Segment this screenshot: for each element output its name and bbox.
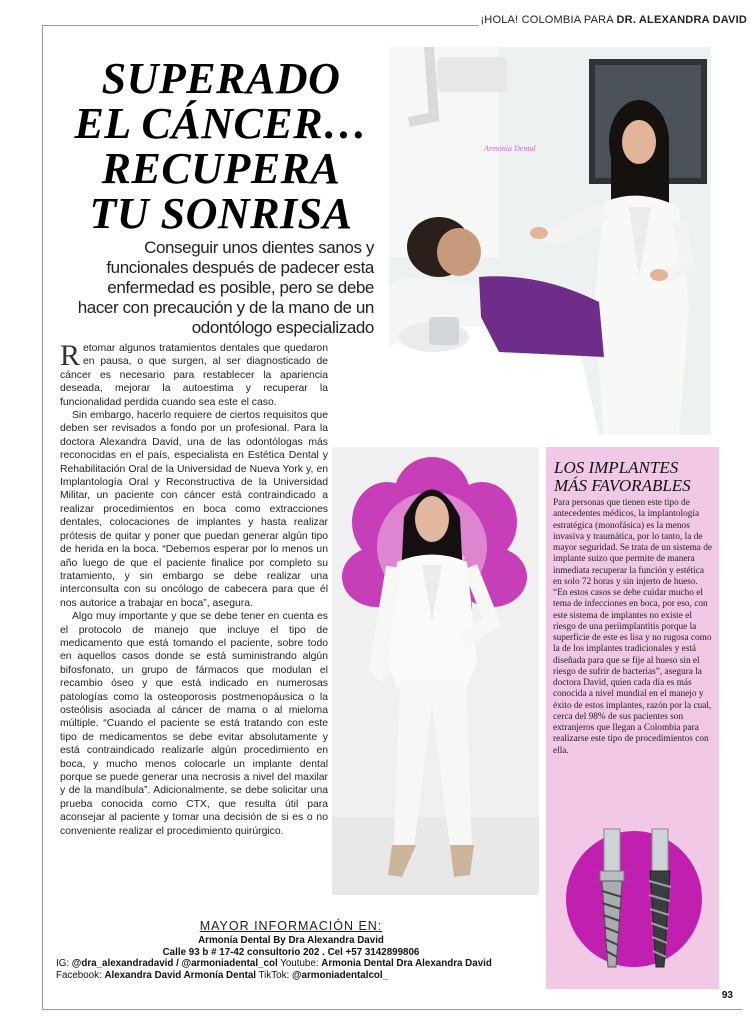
sidebar-title-line: MÁS FAVORABLES — [554, 476, 691, 495]
clinic-address: Calle 93 b # 17-42 consultorio 202 . Cel +57 3142899806 — [162, 946, 420, 958]
instagram-handles[interactable]: @dra_alexandradavid / @armoniadental_col — [71, 958, 278, 970]
social-line — [56, 958, 526, 970]
header-name: DR. ALEXANDRA DAVID — [616, 14, 747, 26]
clinic-name: Armonía Dental By Dra Alexandra David — [198, 934, 384, 946]
facebook-page[interactable]: Alexandra David Armonía Dental — [104, 970, 256, 982]
page-header — [480, 14, 747, 26]
article-title — [56, 56, 386, 236]
sidebar-text: Para personas que tienen este tipo de antecedentes médicos, la implantología estratégica (monofásica) es la menos invasiva y traumática, por lo tanto, la de mayor seguridad. Se trata de un sistema de implante suizo que permite de manera inmediata recuperar la función y estética en solo 72 horas y sin injerto de hueso. “En estos casos se debe cuidar mucho el tema de infecciones en boca, por eso, con este sistema de implantes no existe el riesgo de una periimplantitis porque la superficie de este es lisa y no rugosa como la de los implantes tradicionales y está diseñada para que se fije al hueso sin el riesgo de sufrir de bacterias”, asegura la doctora David, quien cada día es más conocida a nivel mundial en el manejo y éxito de estos implantes, razón por la cual, cerca del 98% de sus pacientes son extranjeros que llegan a Colombia para realizarse este tipo de procedimientos con ella. — [553, 498, 713, 756]
more-info-heading: MAYOR INFORMACIÓN EN: — [199, 919, 383, 933]
title-line: EL CÁNCER… — [74, 99, 368, 148]
social-line — [56, 970, 526, 982]
title-line: SUPERADO — [101, 54, 341, 103]
tiktok-label: TikTok: — [256, 970, 292, 982]
title-line: RECUPERA — [101, 144, 341, 193]
body-paragraph — [60, 339, 328, 409]
body-paragraph: Sin embargo, hacerlo requiere de ciertos requisitos que deben ser revisados a fondo por un profesional. Para la doctora Alexandra David, una de las odontólogas más reconocidas en el país, especialista en Estética Dental y Rehabilitación Oral de la Universidad de Nueva York y, en Implantología Oral y Reconstructiva de la Universidad Militar, un paciente con cáncer está contraindicado a realizar procedimientos en boca como extracciones dentales, colocaciones de implantes y hasta realizar prótesis de quitar y poner que puedan generar algún tipo de herida en la boca. “Debemos esperar por lo menos un año luego de que el paciente finalice por completo su tratamiento, y sin embargo se debe realizar una interconsulta con su oncólogo de cabecera para que él nos autorice a trabajar en boca”, asegura. — [60, 410, 328, 609]
doctor-portrait-photo — [332, 447, 539, 895]
contact-block — [56, 921, 526, 982]
youtube-label: Youtube: — [277, 958, 322, 970]
drop-cap: R — [60, 339, 81, 372]
article-body — [60, 339, 328, 838]
body-paragraph: Algo muy importante y que se debe tener en cuenta es el protocolo de manejo que incluye el tipo de medicamento que está tomando el paciente, sobre todo en aquellos casos donde se está suministrando algún bifosfonato, un grupo de fármacos que modulan el recambio óseo y que está indicado en numerosas patologías como la osteoporosis postmenopáusica o la osteólisis asociada al cáncer de mama o al mieloma múltiple. “Cuando el paciente se está tratando con este tipo de medicamentos se debe evitar absolutamente y está contraindicado realizarle algún procedimiento en boca, y mucho menos colocarle un implante dental porque se puede generar una necrosis a nivel del maxilar y de la mandíbula”. Adicionalmente, se debe solicitar una prueba conocida como CTX, que resulta útil para aconsejar al paciente y tomar una decisión de si es o no conveniente realizar el procedimiento quirúrgico. — [60, 611, 328, 837]
page-number: 93 — [721, 990, 733, 1001]
title-line: TU SONRISA — [89, 189, 353, 238]
facebook-label: Facebook: — [56, 970, 105, 982]
header-kicker: ¡HOLA! COLOMBIA PARA — [480, 14, 617, 26]
implant-illustration — [556, 817, 716, 982]
body-paragraph-text: etomar algunos tratamientos dentales que quedaron en pausa, o que surgen, al ser diagnosticado de cáncer es necesario para restablecer la apariencia deseada, mejorar la autoestima y recuperar la funcionalidad perdida cuando sea este el caso. — [60, 343, 328, 408]
youtube-channel[interactable]: Armonia Dental Dra Alexandra David — [321, 958, 492, 970]
tiktok-handle[interactable]: @armoniadentalcol_ — [291, 970, 389, 982]
sidebar-title-line: LOS IMPLANTES — [554, 458, 679, 477]
instagram-label: IG: — [56, 958, 72, 970]
sidebar-box — [546, 447, 719, 989]
article-subtitle: Conseguir unos dientes sanos y funcionales después de padecer esta enfermedad es posible, pero se debe hacer con precaución y de la mano de un odontólogo especializado — [77, 238, 374, 337]
dental-office-photo — [389, 47, 711, 435]
svg-text:Armonía Dental: Armonía Dental — [484, 144, 536, 153]
sidebar-title — [554, 459, 714, 495]
